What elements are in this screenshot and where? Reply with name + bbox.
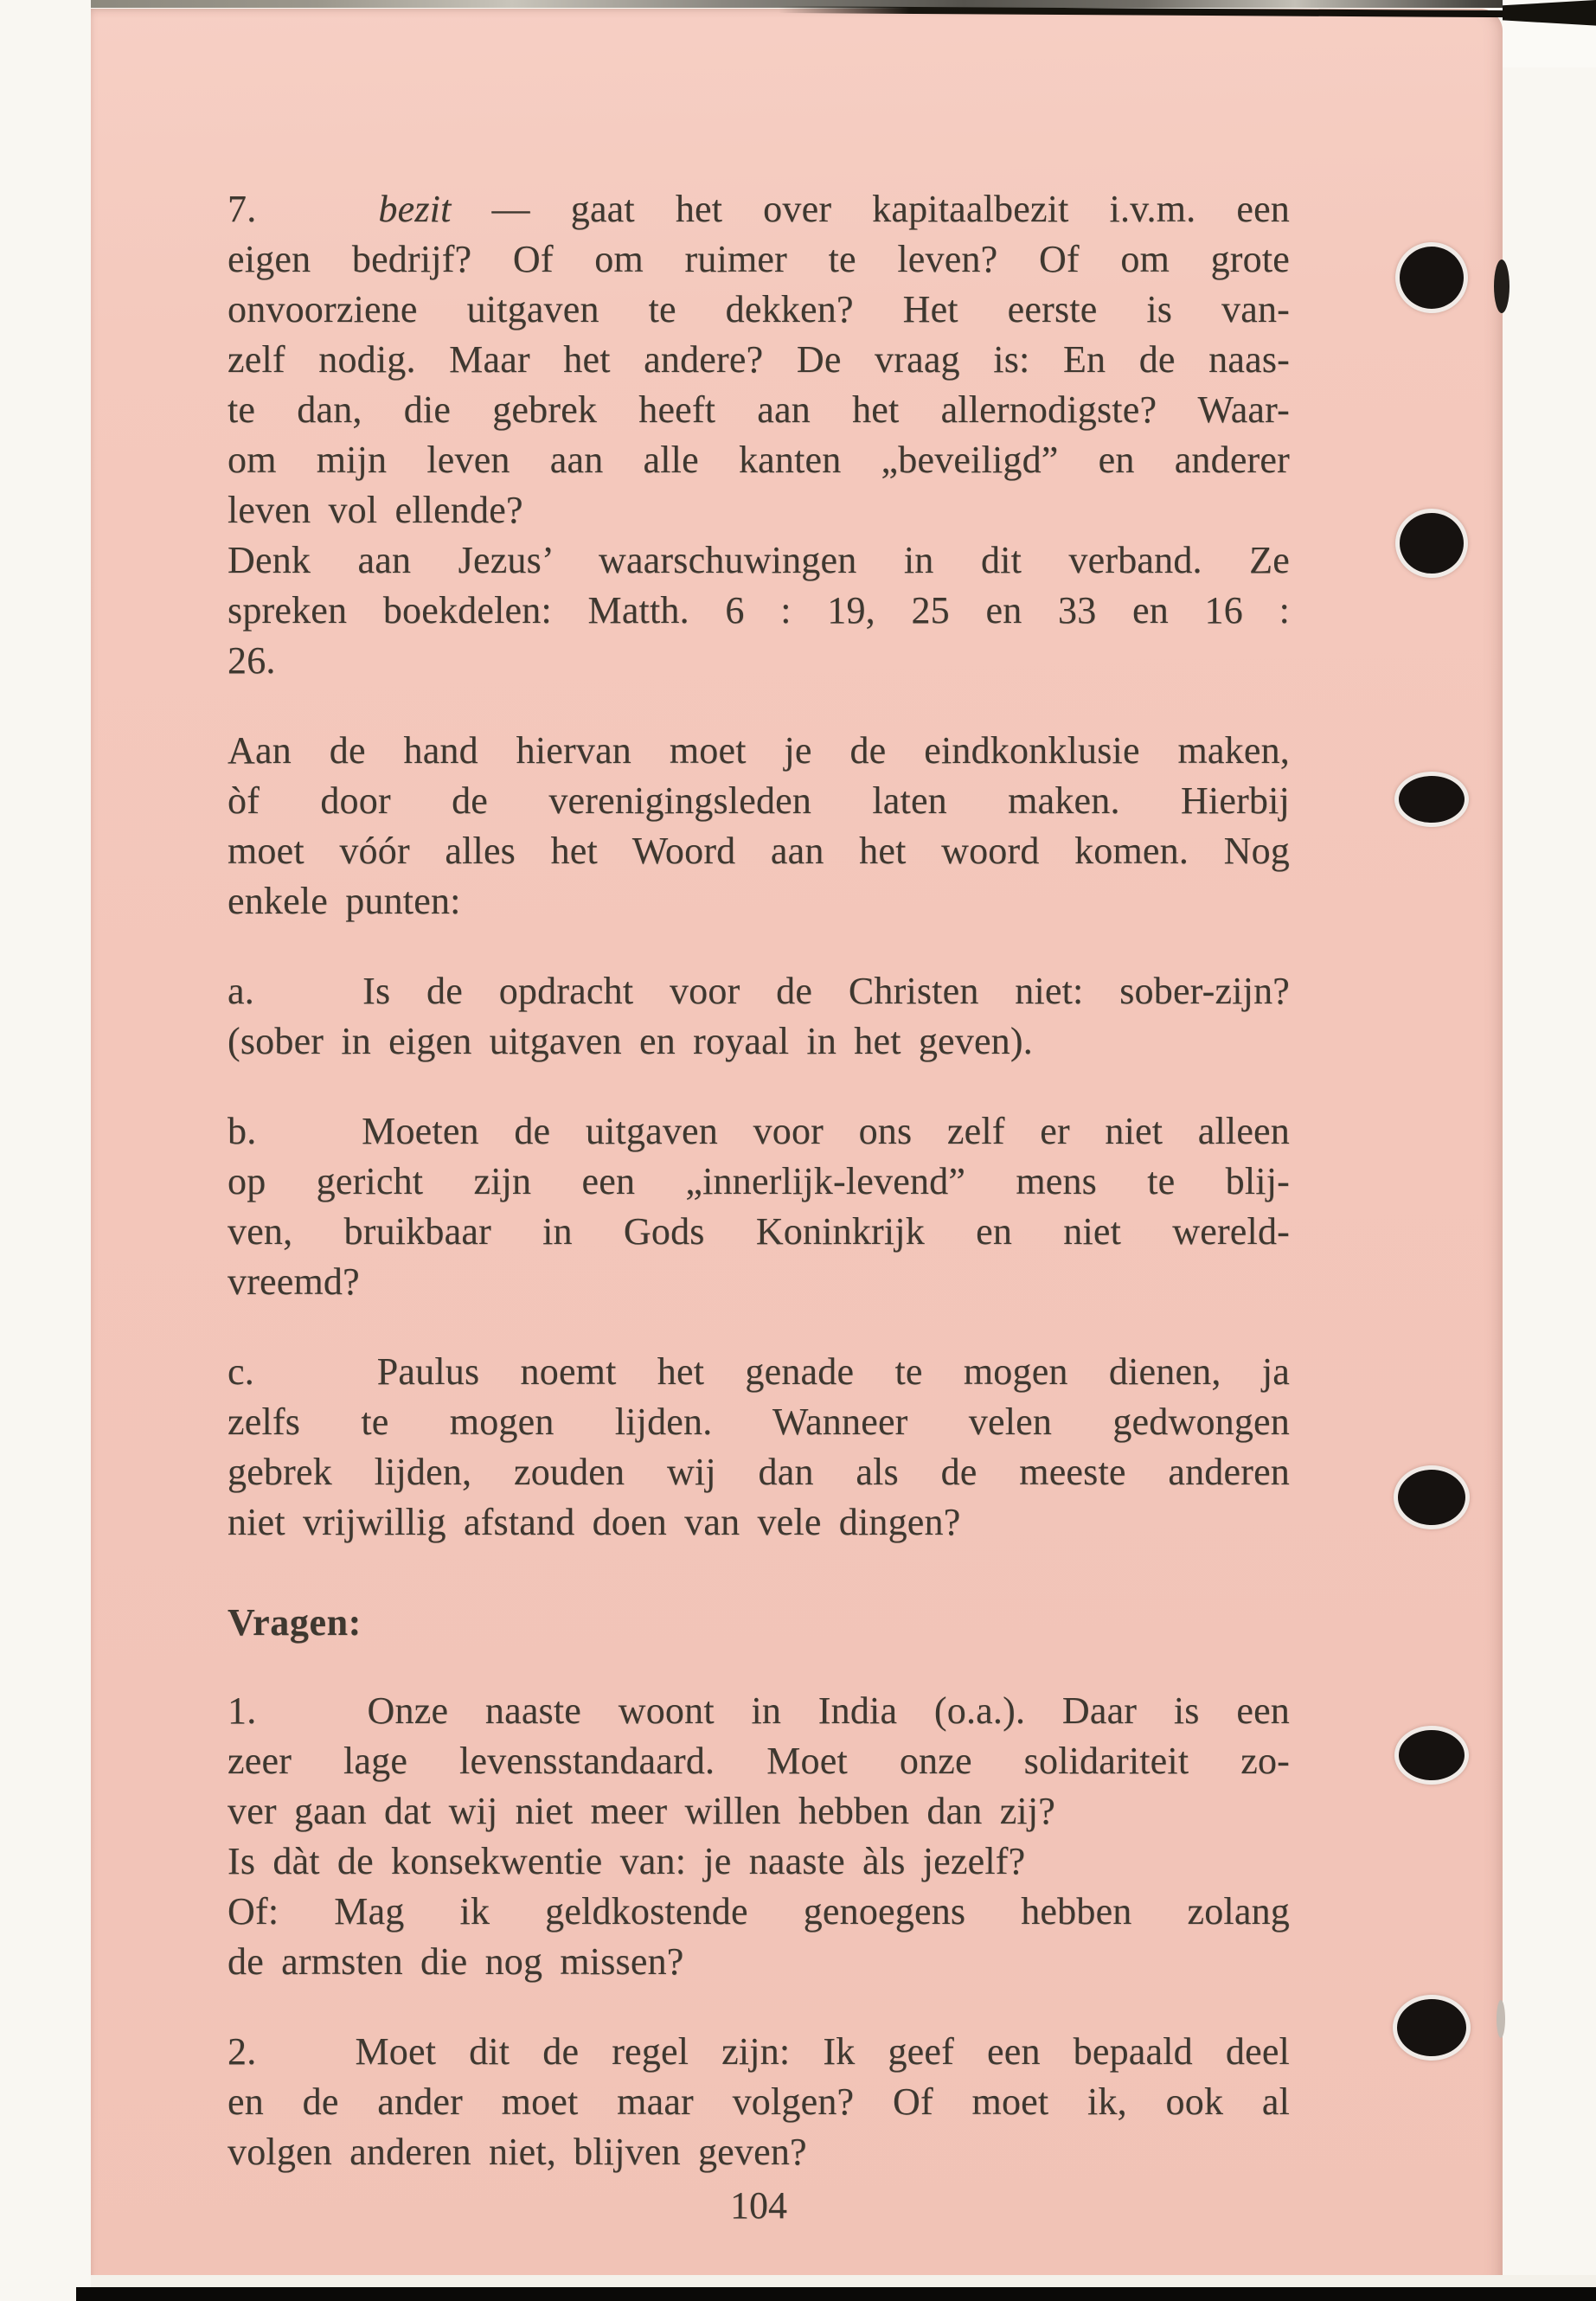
punch-hole	[1394, 772, 1469, 827]
text-line: volgen anderen niet, blijven geven?	[228, 2131, 807, 2173]
punch-hole	[1393, 1995, 1471, 2061]
heading-vragen	[228, 1598, 1290, 1648]
top-right-corner-shadow	[1503, 0, 1596, 67]
punch-hole	[1395, 242, 1468, 313]
text-line: en de ander moet maar volgen? Of moet ik, ook al	[228, 2080, 1290, 2123]
punch-hole	[1394, 1726, 1469, 1785]
text-line: om mijn leven aan alle kanten „beveiligd” en anderer	[228, 439, 1290, 481]
paragraph-question-2	[228, 2027, 1290, 2177]
text-line: spreken boekdelen: Matth. 6 : 19, 25 en 33 en 16 :	[228, 589, 1290, 631]
paragraph-point-a	[228, 966, 1290, 1067]
punch-hole	[1395, 509, 1468, 578]
text-line: enkele punten:	[228, 880, 461, 922]
paragraph-item-7	[228, 184, 1290, 686]
text-line: moet vóór alles het Woord aan het woord komen. Nog	[228, 830, 1290, 872]
text-line: 1. Onze naaste woont in India (o.a.). Daar is een	[228, 1689, 1290, 1732]
text-line: ver gaan dat wij niet meer willen hebben dan zij?	[228, 1790, 1056, 1832]
page-number: 104	[730, 2184, 787, 2227]
text-line: eigen bedrijf? Of om ruimer te leven? Of om grote	[228, 238, 1290, 280]
paragraph-question-1	[228, 1686, 1290, 1987]
edge-hole-artifact-faint	[1497, 2000, 1505, 2038]
text-line: Vragen:	[228, 1601, 362, 1644]
text-line: Aan de hand hiervan moet je de eindkonklusie maken,	[228, 729, 1290, 772]
text-line: b. Moeten de uitgaven voor ons zelf er niet alleen	[228, 1110, 1290, 1152]
text-line: a. Is de opdracht voor de Christen niet: sober-zijn?	[228, 970, 1290, 1012]
text-line: gebrek lijden, zouden wij dan als de meeste anderen	[228, 1451, 1290, 1493]
text-line: op gericht zijn een „innerlijk-levend” mens te blij-	[228, 1160, 1290, 1202]
paragraph-point-c	[228, 1347, 1290, 1548]
paragraph-point-b	[228, 1106, 1290, 1307]
paragraph-conclusion	[228, 726, 1290, 926]
text-line: zelfs te mogen lijden. Wanneer velen gedwongen	[228, 1400, 1290, 1443]
text-line: niet vrijwillig afstand doen van vele dingen?	[228, 1501, 961, 1543]
text-line: òf door de verenigingsleden laten maken. Hierbij	[228, 779, 1290, 822]
edge-hole-artifact	[1494, 260, 1509, 313]
text-line: ven, bruikbaar in Gods Koninkrijk en niet wereld-	[228, 1210, 1290, 1253]
text-line: 26.	[228, 639, 276, 682]
text-line: (sober in eigen uitgaven en royaal in het geven).	[228, 1020, 1033, 1062]
text-line: onvoorziene uitgaven te dekken? Het eerste is van-	[228, 288, 1290, 330]
text-line: c. Paulus noemt het genade te mogen dienen, ja	[228, 1350, 1290, 1393]
text-line: leven vol ellende?	[228, 489, 523, 531]
text-line: te dan, die gebrek heeft aan het allernodigste? Waar-	[228, 388, 1290, 431]
text-line: 2. Moet dit de regel zijn: Ik geef een bepaald deel	[228, 2030, 1290, 2073]
text-block	[228, 0, 1290, 2217]
text-line: Of: Mag ik geldkostende genoegens hebben zolang	[228, 1890, 1290, 1932]
text-line: 7. bezit — gaat het over kapitaalbezit i.v.m. een	[228, 188, 1291, 230]
text-line: Is dàt de konsekwentie van: je naaste àls jezelf?	[228, 1840, 1026, 1882]
text-line: de armsten die nog missen?	[228, 1940, 684, 1983]
text-line: zeer lage levensstandaard. Moet onze solidariteit zo-	[228, 1740, 1290, 1782]
text-line: Denk aan Jezus’ waarschuwingen in dit verband. Ze	[228, 539, 1290, 581]
text-line: zelf nodig. Maar het andere? De vraag is: En de naas-	[228, 338, 1290, 381]
punch-hole	[1394, 1465, 1470, 1529]
bottom-scan-band	[76, 2287, 1596, 2301]
text-line: vreemd?	[228, 1260, 360, 1303]
